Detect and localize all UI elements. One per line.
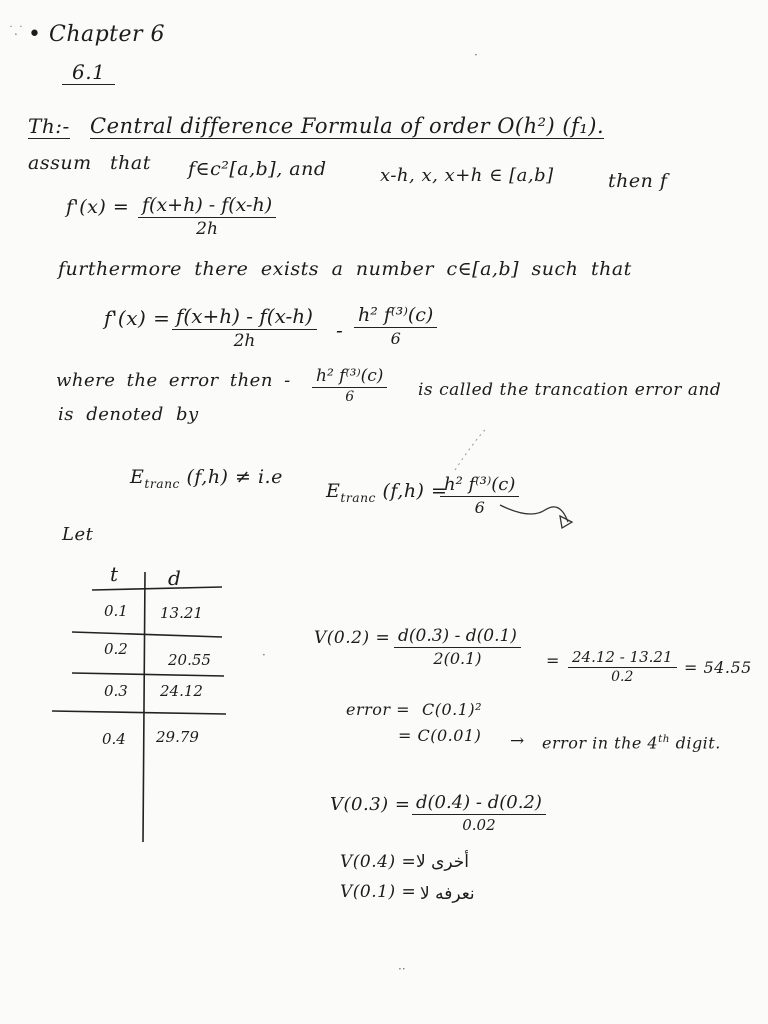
- bullet-icon: •: [28, 22, 42, 47]
- table-cell-t: 0.1: [104, 602, 128, 620]
- table-cell-t: 0.4: [102, 730, 126, 748]
- assum-word: assum: [28, 152, 92, 174]
- table-cell-d: 20.55: [168, 651, 211, 669]
- etrunc-denominator: 6: [474, 498, 485, 517]
- table-header-t: t: [110, 562, 119, 586]
- table-cell-d: 13.21: [160, 604, 203, 622]
- calc1-equals: =: [546, 651, 560, 670]
- stray-mark: ··: [398, 962, 406, 976]
- etrunc-args: (f,h) =: [382, 480, 448, 502]
- error-note: [542, 733, 721, 752]
- calc1-lhs: V(0.2) =: [314, 628, 391, 648]
- calc3-lhs: V(0.4) =: [340, 852, 417, 872]
- etrunc-numerator: h² f⁽³⁾(c): [444, 474, 516, 495]
- chapter-title: Chapter 6: [48, 22, 166, 47]
- error-desc-numerator: h² f⁽³⁾(c): [316, 366, 384, 386]
- table-header-d: d: [168, 566, 181, 590]
- formula2-denominator: 2h: [233, 331, 256, 351]
- fraction-bar: [138, 217, 276, 218]
- error-value-squared: C(0.1)²: [422, 700, 483, 719]
- section-number: 6.1: [62, 60, 115, 85]
- calc3-rhs: أخرى لا: [416, 852, 470, 872]
- calc1-numeric-fraction: [568, 648, 677, 685]
- fraction-bar: [440, 496, 519, 497]
- table-row-rule: [72, 632, 222, 637]
- formula2-minus: -: [336, 318, 344, 342]
- chapter-heading: [28, 22, 165, 47]
- assumption-points: x-h, x, x+h ∈ [a,b]: [380, 165, 554, 186]
- etrunc-fraction: [440, 474, 519, 517]
- formula1-denominator: 2h: [196, 219, 218, 239]
- theorem-label: Th:-: [28, 114, 70, 138]
- formula2-fraction: [172, 304, 317, 351]
- error-note-sup: th: [658, 733, 670, 745]
- table-cell-d: 24.12: [160, 682, 203, 700]
- fraction-bar: [412, 814, 546, 815]
- formula2-lhs: f'(x) =: [104, 306, 171, 330]
- etrunc-subscript: tranc: [144, 476, 180, 491]
- formula2-error-numerator: h² f⁽³⁾(c): [358, 304, 434, 326]
- calc1-fraction: [394, 626, 521, 668]
- furthermore-sentence: furthermore there exists a number c∈[a,b] such that: [58, 258, 632, 280]
- error-label: error =: [346, 700, 411, 719]
- etrunc-lhs: [130, 466, 283, 491]
- calc1-denominator: 2(0.1): [433, 649, 482, 668]
- arrow-right-icon: →: [510, 731, 525, 751]
- formula2-numerator: f(x+h) - f(x-h): [176, 304, 313, 328]
- calc4-lhs: V(0.1) =: [340, 882, 417, 902]
- table-cell-t: 0.2: [104, 640, 128, 658]
- etrunc-args: (f,h) ≠ i.e: [186, 466, 283, 488]
- fraction-bar: [172, 329, 317, 330]
- table-row-rule: [72, 673, 224, 676]
- calc2-fraction: [412, 792, 546, 834]
- fraction-bar: [354, 327, 437, 328]
- faint-stroke: [455, 430, 485, 470]
- formula1-fraction: [138, 194, 276, 239]
- formula2-error-denominator: 6: [390, 329, 401, 348]
- error-desc-end: is called the trancation error and: [418, 380, 722, 400]
- then-word: then f: [608, 170, 668, 192]
- error-note-end: digit.: [675, 733, 721, 753]
- error-desc-start: where the error then -: [56, 370, 291, 391]
- stray-mark: ˙.˙: [8, 24, 24, 38]
- that-word: that: [110, 152, 151, 174]
- stray-mark: ·: [474, 48, 478, 62]
- denoted-by-text: is denoted by: [58, 404, 199, 425]
- etrunc-rhs: [326, 480, 447, 505]
- table-column-rule: [143, 572, 145, 842]
- theorem-title: Central difference Formula of order O(h²) (f₁).: [90, 114, 605, 138]
- formula2-error-fraction: [354, 304, 437, 348]
- calc2-lhs: V(0.3) =: [330, 794, 411, 815]
- table-cell-d: 29.79: [156, 728, 199, 746]
- table-cell-t: 0.3: [104, 682, 128, 700]
- table-header-rule: [92, 587, 222, 590]
- calc1-numeric-numerator: 24.12 - 13.21: [572, 648, 673, 666]
- formula1-lhs: f'(x) =: [66, 196, 130, 218]
- calc4-rhs: نعرفه لا: [420, 884, 475, 904]
- error-desc-denominator: 6: [345, 389, 355, 405]
- fraction-bar: [312, 387, 387, 388]
- calc1-numeric-denominator: 0.2: [611, 669, 634, 685]
- calc1-numerator: d(0.3) - d(0.1): [398, 626, 517, 646]
- table-row-rule: [52, 711, 226, 714]
- let-label: Let: [62, 524, 94, 545]
- calc2-denominator: 0.02: [462, 816, 496, 834]
- calc1-result: = 54.55: [684, 658, 752, 677]
- stray-mark: ·: [262, 648, 266, 662]
- etrunc-subscript: tranc: [340, 490, 376, 505]
- error-note-text: error in the 4: [542, 733, 659, 753]
- fraction-bar: [568, 667, 677, 668]
- calc2-numerator: d(0.4) - d(0.2): [416, 792, 542, 813]
- assumption-function-class: f∈c²[a,b], and: [188, 158, 327, 180]
- fraction-bar: [394, 647, 521, 648]
- error-desc-fraction: [312, 366, 387, 405]
- etrunc-symbol: E: [130, 466, 145, 488]
- etrunc-symbol: E: [326, 480, 341, 502]
- error-value: = C(0.01): [398, 726, 482, 745]
- formula1-numerator: f(x+h) - f(x-h): [142, 194, 273, 216]
